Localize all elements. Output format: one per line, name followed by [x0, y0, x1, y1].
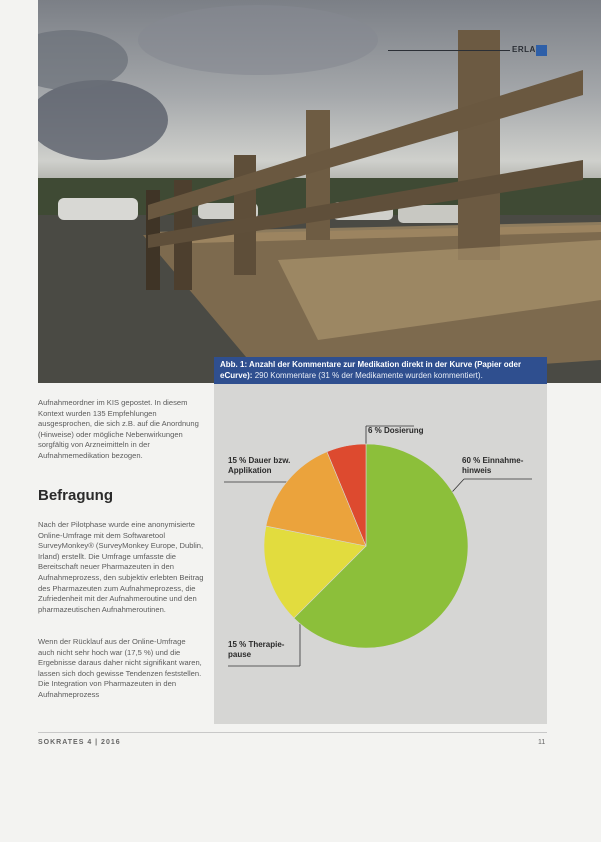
paragraph-1: Aufnahmeordner im KIS gepostet. In diesem Kontext wurden 135 Empfehlungen ausgesprochen, die sich z.B. auf die Anordnung (Hinweise) oder mögliche Nebenwirkungen sorgfältig von Arzneimitteln in der Aufnahmemedikation bezogen.	[38, 398, 199, 460]
footer-publication: SOKRATES 4 | 2016	[38, 739, 121, 746]
section-square	[536, 45, 547, 56]
figure-caption-rest: 290 Kommentare (31 % der Medikamente wurden kommentiert).	[254, 371, 483, 380]
section-tag	[388, 43, 548, 57]
paragraph-3: Wenn der Rücklauf aus der Online-Umfrage auch nicht sehr hoch war (17,5 %) und die Ergebnisse daraus daher nicht signifikant waren, lassen sich doch gewisse Tendenzen feststellen. Die Integration von Pharmazeuten in den Aufnahmeprozess	[38, 637, 202, 699]
footer-rule	[38, 732, 547, 733]
label-dosierung: 6 % Dosierung	[368, 426, 424, 435]
label-einnahme-text: 60 % Einnahme-hinweis	[462, 456, 524, 475]
label-therapie	[228, 640, 298, 660]
label-einnahme	[462, 456, 532, 476]
figure-caption-bold: Abb. 1: Anzahl der Kommentare zur Medikation direkt in der Kurve (Papier oder eCurve):	[220, 360, 522, 380]
section-rule	[388, 50, 510, 51]
jetty-photo	[38, 0, 601, 383]
label-therapie-text: 15 % Therapie-pause	[228, 640, 285, 659]
figure-caption	[214, 357, 547, 384]
chart-panel	[214, 384, 547, 724]
paragraph-2: Nach der Pilotphase wurde eine anonymisierte Online-Umfrage mit dem Softwaretool SurveyMonkey® (SurveyMonkey Europe, Dublin, Irland) erstellt. Die Umfrage umfasste die Bereitschaft neuer Pharmazeuten in den Aufnahmeprozess, den subjektiv erlebten Beitrag des Pharmazeuten zum Aufnahmeprozess, die Zufriedenheit mit der Aufnahmeroutine und den pharmazeutischen Aufnahmeroutinen.	[38, 520, 204, 614]
section-heading: Befragung	[38, 487, 113, 504]
label-dauer	[228, 456, 306, 476]
label-dauer-text: 15 % Dauer bzw. Applikation	[228, 456, 291, 475]
section-label: ERLA	[512, 45, 536, 54]
footer-page-number: 11	[538, 739, 546, 746]
jetty-photo-illustration	[38, 0, 601, 383]
